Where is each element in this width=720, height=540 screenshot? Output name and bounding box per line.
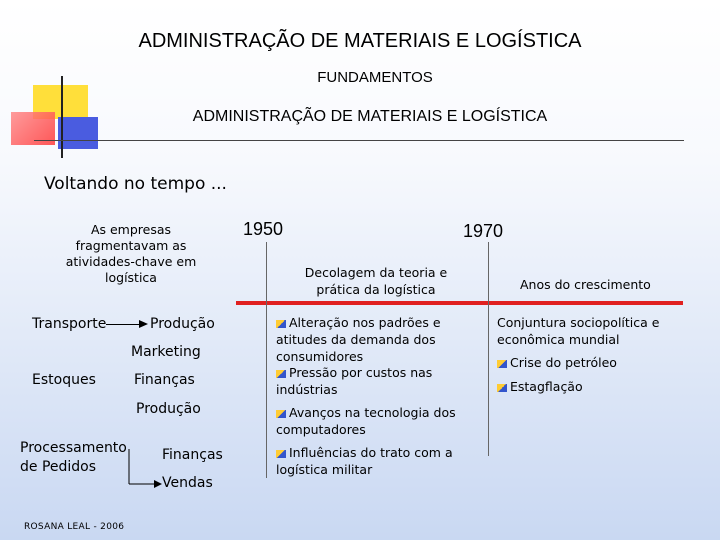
bullet-icon	[276, 320, 286, 328]
divider-1970	[488, 242, 489, 456]
branch-arrow-icon	[128, 448, 162, 492]
slide-subtitle-section: ADMINISTRAÇÃO DE MATERIAIS E LOGÍSTICA	[192, 108, 548, 125]
intro-text: Voltando no tempo ...	[44, 174, 227, 194]
header-divider	[34, 140, 684, 141]
timeline-axis	[236, 301, 683, 305]
label-estoques: Estoques	[32, 372, 96, 388]
label-marketing: Marketing	[131, 344, 201, 360]
label-financas-1: Finanças	[134, 372, 195, 388]
year-1950: 1950	[243, 219, 284, 239]
arrow-transporte-producao	[106, 324, 142, 325]
slide-title: ADMINISTRAÇÃO DE MATERIAIS E LOGÍSTICA	[138, 30, 582, 52]
slide-subtitle-fundamentos: FUNDAMENTOS	[317, 69, 433, 86]
bullet-icon	[276, 370, 286, 378]
footer-author: ROSANA LEAL - 2006	[24, 522, 125, 532]
bullet-icon	[276, 410, 286, 418]
label-producao-2: Produção	[136, 401, 201, 417]
item-conjuntura: Conjuntura sociopolítica e econômica mundial	[497, 315, 660, 347]
arrowhead-icon	[139, 319, 149, 329]
label-producao-1: Produção	[150, 316, 215, 332]
bullet-item-custos: Pressão por custos nas indústrias	[276, 365, 433, 397]
bullet-item-petroleo: Crise do petróleo	[497, 354, 667, 371]
label-financas-2: Finanças	[162, 447, 223, 463]
bullet-item-computadores: Avanços na tecnologia dos computadores	[276, 405, 456, 437]
divider-1950	[266, 242, 267, 478]
label-transporte: Transporte	[32, 316, 107, 332]
heading-decolagem: Decolagem da teoria e prática da logística	[304, 265, 448, 297]
bullet-item-militar: Influências do trato com a logística militar	[276, 445, 453, 477]
year-1970: 1970	[463, 221, 504, 241]
heading-anos-crescimento: Anos do crescimento	[520, 277, 651, 292]
label-vendas: Vendas	[162, 475, 213, 491]
bullet-icon	[276, 450, 286, 458]
bullet-item-estagflacao: Estagflação	[497, 378, 667, 395]
label-processamento-pedidos: Processamento de Pedidos	[20, 440, 127, 475]
empresas-text: As empresas fragmentavam as atividades-chave em logística	[65, 222, 197, 285]
bullet-item-demanda: Alteração nos padrões e atitudes da demanda dos consumidores	[276, 315, 441, 364]
bullet-icon	[497, 384, 507, 392]
bullet-icon	[497, 360, 507, 368]
